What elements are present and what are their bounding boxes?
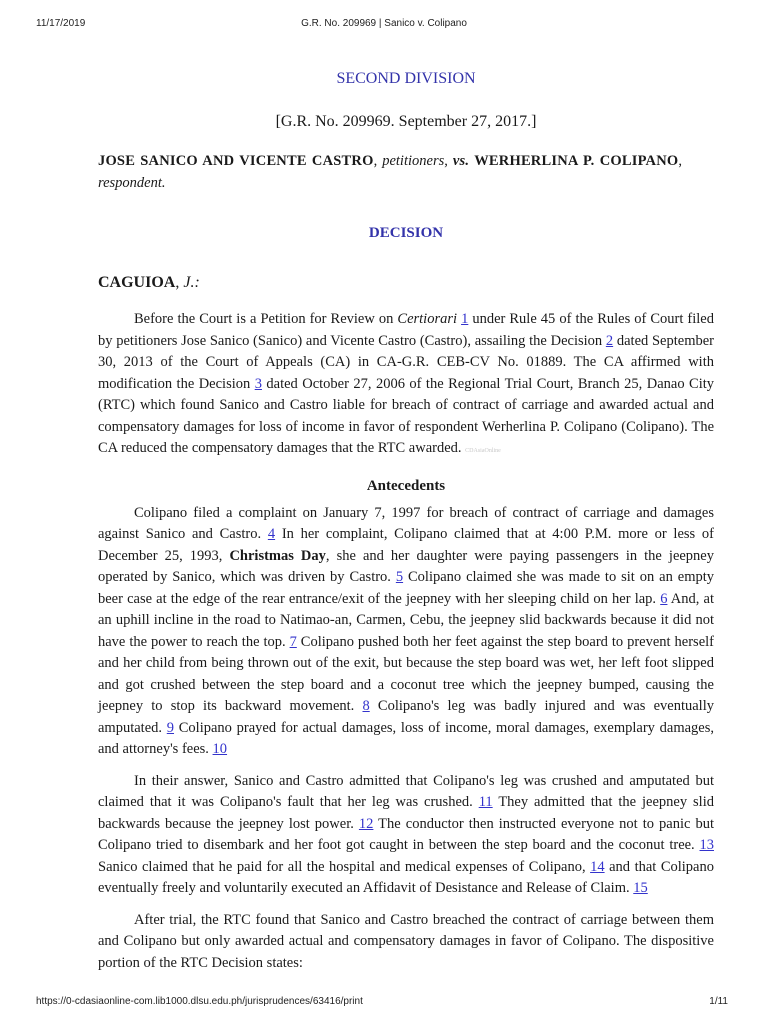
footnote-link-2[interactable]: 2 [605,332,614,349]
footnote-link-15[interactable]: 15 [633,880,648,896]
petitioners-label: petitioners [382,153,445,169]
footnote-link-9[interactable]: 9 [166,719,175,736]
ponente: CAGUIOA, J.: [98,274,200,291]
footnote-link-12[interactable]: 12 [358,815,374,832]
footnote-link-10[interactable]: 10 [212,741,228,757]
respondent-label: respondent. [98,175,166,191]
footnote-link-7[interactable]: 7 [289,633,297,650]
print-url: https://0-cdasiaonline-com.lib1000.dlsu.edu.ph/jurisprudences/63416/print [36,996,363,1007]
case-parties: JOSE SANICO AND VICENTE CASTRO, petitioners, vs. WERHERLINA P. COLIPANO, respondent. [98,153,683,191]
print-footer [0,990,768,1020]
certiorari-text: Certiorari [397,311,458,327]
footnote-link-4[interactable]: 4 [267,526,276,542]
paragraph-2: Colipano filed a complaint on January 7, 1997 for breach of contract of carriage and damages against Sanico and Castro. 4 In her complaint, Colipano claimed that at 4:00 P.M. more or less of December 25, 1993, Christmas Day, she and her daughter were paying passengers in the jeepney operated by Sanico, which was driven by Castro. 5 Colipano claimed she was made to sit on an empty beer case at the edge of the rear entrance/exit of the jeepney with her sleeping child on her lap. 6 And, at an uphill incline in the road to Natimao-an, Carmen, Cebu, the jeepney slid backwards because it did not have the power to reach the top. 7 Colipano pushed both her feet against the step board to prevent herself and her child from being thrown out of the exit, but because the step board was wet, her left foot slipped and got crushed between the step board and a coconut tree which the jeepney bumped, causing the jeepney to stop its backward movement. 8 Colipano's leg was badly injured and was eventually amputated. 9 Colipano prayed for actual damages, loss of income, moral damages, exemplary damages, and attorney's fees. 10 [98,504,714,757]
footnote-link-5[interactable]: 5 [395,569,404,585]
footnote-link-3[interactable]: 3 [254,375,262,392]
paragraph-1: Before the Court is a Petition for Review on Certiorari 1 under Rule 45 of the Rules of Court filed by petitioners Jose Sanico (Sanico) and Vicente Castro (Castro), assailing the Decision 2 dated September 30, 2013 of the Court of Appeals (CA) in CA-G.R. CEB-CV No. 01889. The CA affirmed with modification the Decision 3 dated October 27, 2006 of the Regional Trial Court, Branch 25, Danao City (RTC) which found Sanico and Castro liable for breach of contract of carriage and awarded actual and compensatory damages for loss of income in favor of respondent Werherlina P. Colipano (Colipano). The CA reduced the compensatory damages that the RTC awarded. CDAsiaOnline [98,311,715,456]
decision-heading: DECISION [368,225,444,241]
footnote-link-13[interactable]: 13 [699,837,714,853]
case-number: [G.R. No. 209969. September 27, 2017.] [275,113,537,130]
watermark-text: CDAsiaOnline [465,448,501,454]
page-number: 1/11 [709,996,728,1007]
ponente-name: CAGUIOA [98,274,176,291]
versus-label: vs. [452,153,470,169]
footnote-link-1[interactable]: 1 [461,311,469,327]
paragraph-4: After trial, the RTC found that Sanico and Castro breached the contract of carriage between them and Colipano but only awarded actual and compensatory damages in favor of Colipano. The dispositive portion of the RTC Decision states: [98,911,714,971]
print-date: 11/17/2019 [36,18,86,29]
print-header [0,0,768,40]
division-heading: SECOND DIVISION [336,70,476,87]
footnote-link-6[interactable]: 6 [660,590,668,607]
footnote-link-8[interactable]: 8 [362,698,370,714]
petitioners-names: JOSE SANICO AND VICENTE CASTRO [98,153,374,169]
antecedents-heading: Antecedents [366,477,446,494]
paragraph-3: In their answer, Sanico and Castro admitted that Colipano's leg was crushed and amputated but claimed that it was Colipano's fault that her leg was crushed. 11 They admitted that the jeepney slid backwards because the jeepney lost power. 12 The conductor then instructed everyone not to panic but Colipano tried to disembark and her foot got caught in between the step board and the coconut tree. 13 Sanico claimed that he paid for all the hospital and medical expenses of Colipano, 14 and that Colipano eventually freely and voluntarily executed an Affidavit of Desistance and Release of Claim. 15 [98,772,714,896]
footnote-link-11[interactable]: 11 [478,794,493,810]
footnote-link-14[interactable]: 14 [590,858,605,875]
respondent-name: WERHERLINA P. COLIPANO [474,153,679,169]
print-title: G.R. No. 209969 | Sanico v. Colipano [301,18,467,29]
document-body [98,66,714,974]
ponente-suffix: J.: [183,274,200,291]
christmas-day-text: Christmas Day [229,547,326,564]
